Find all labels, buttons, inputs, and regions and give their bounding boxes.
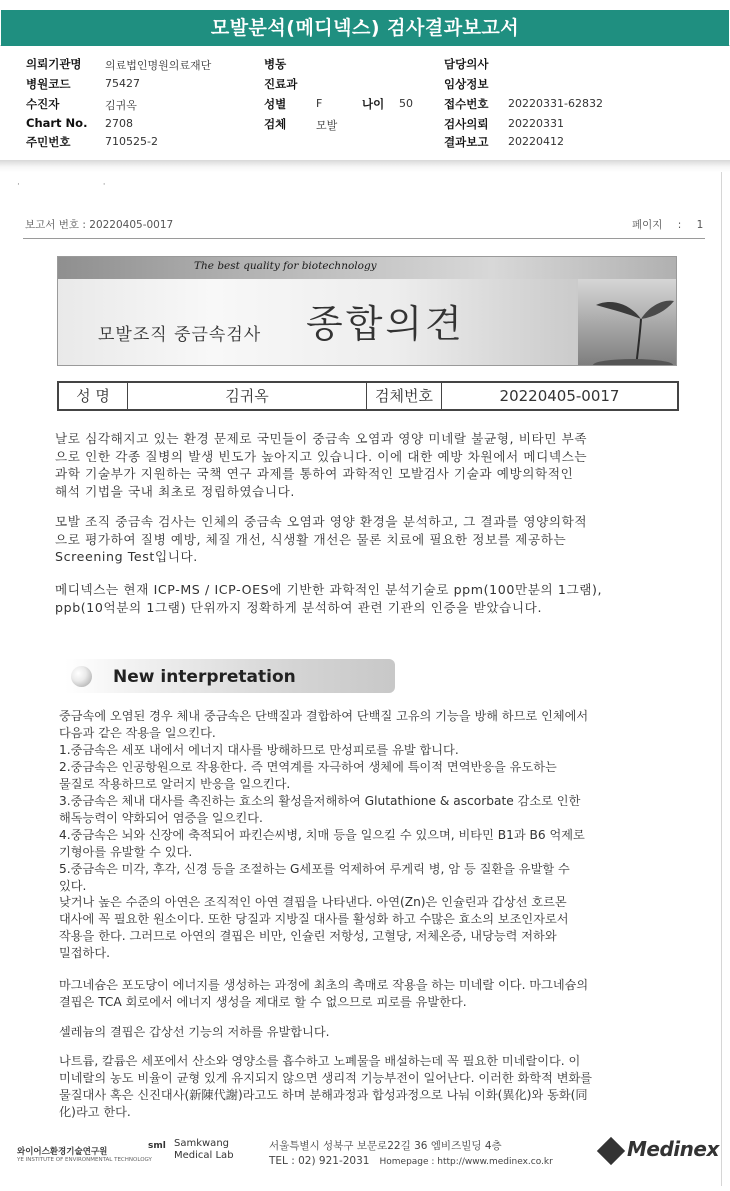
medinex-logo-icon (597, 1137, 625, 1165)
banner-slogan: The best quality for biotechnology (194, 260, 377, 272)
receipt-value: 20220331-62832 (508, 97, 603, 110)
report-page (7, 172, 722, 1186)
interpretation-zinc: 낮거나 높은 수준의 아연은 조직적인 아연 결핍을 나타낸다. 아연(Zn)은 인슐린과 갑상선 호르몬 대사에 꼭 필요한 원소이다. 또한 당질과 지방질 대사를 활성화 하고 수많은 효소의 보조인자로서 작용을 한다. 그러므로 아연의 결핍은 비만, 인슐린 저항성, 고혈당, 저체온증, 내당능력 저하와 밀접하다. (59, 895, 569, 960)
doctor-label: 담당의사 (444, 57, 489, 71)
footer (7, 1127, 722, 1177)
intro-paragraph-3: 메디넥스는 현재 ICP-MS / ICP-OES에 기반한 과학적인 분석기술로 ppm(100만분의 1그램), ppb(10억분의 1그램) 단위까지 정확하게 분석하여 관련 기관의 인증을 받았습니다. (55, 582, 603, 615)
sprout-icon (578, 279, 677, 366)
scan-dots: · · (17, 180, 146, 190)
interpretation-selenium: 셀레늄의 결핍은 갑상선 기능의 저하를 유발합니다. (59, 1025, 330, 1039)
name-label: 성 명 (76, 387, 110, 405)
resident-value: 710525-2 (105, 135, 158, 148)
patient-label: 수진자 (26, 97, 60, 111)
interpretation-heavy-metals: 중금속에 오염된 경우 체내 중금속은 단백질과 결합하여 단백질 고유의 기능을 방해 하므로 인체에서 다음과 같은 작용을 일으킨다. 1.중금속은 세포 내에서 에너지 대사를 방해하므로 만성피로를 유발 합니다. 2.중금속은 인공항원으로 작용한다. 즉 면역계를 자극하여 생체에 특이적 면역반응을 유도하는 물질로 작용하므로 알러지 반응을 일으킨다. 3.중금속은 체내 대사를 촉진하는 효소의 활성을저해하여 Glutathione & ascorbate 감소로 인한 해독능력이 약화되어 염증을 일으킨다. 4.중금속은 뇌와 신장에 축적되어 파킨슨씨병, 치매 등을 일으킬 수 있으며, 비타민 B1과 B6 억제로 기형아를 유발할 수 있다. 5.중금속은 미각, 후각, 신경 등을 조절하는 G세포를 억제하여 루게릭 병, 암 등 질환을 유발할 수 있다. (59, 709, 589, 893)
sex-value: F (316, 97, 323, 110)
specimen-no-label: 검체번호 (375, 387, 433, 405)
report-title: 모발분석(메디넥스) 검사결과보고서 (1, 10, 729, 46)
chart-value: 2708 (105, 117, 133, 130)
interpretation-magnesium: 마그네슘은 포도당이 에너지를 생성하는 과정에 최초의 촉매로 작용을 하는 미네랄 이다. 마그네슘의 결핍은 TCA 회로에서 에너지 생성을 제대로 할 수 없으므로 피로를 유발한다. (59, 978, 589, 1009)
title-bar (0, 0, 730, 46)
receipt-label: 접수번호 (444, 97, 489, 111)
specimen-no-value: 20220405-0017 (499, 387, 620, 405)
department-label: 진료과 (264, 77, 298, 91)
sex-label: 성별 (264, 97, 287, 111)
age-value: 50 (399, 97, 413, 110)
clinical-label: 임상정보 (444, 77, 489, 91)
result-value: 20220412 (508, 135, 564, 148)
institution-value: 의료법인명원의료재단 (105, 59, 212, 72)
age-label: 나이 (362, 97, 385, 111)
report-number: 보고서 번호 : 20220405-0017 (25, 219, 174, 231)
bullet-ball-icon (71, 666, 92, 687)
intro-paragraph-1: 날로 심각해지고 있는 환경 문제로 국민들이 중금속 오염과 영양 미네랄 불균형, 비타민 부족 으로 인한 각종 질병의 발생 빈도가 높아지고 있습니다. 이에 대한 예방 차원에서 메디넥스는 과학 기술부가 지원하는 국책 연구 과제를 통하여 과학적인 모발검사 기술과 예방의학적인 해석 기법을 국내 최초로 정립하였습니다. (55, 431, 588, 499)
separator (0, 160, 730, 172)
header-rule (23, 238, 705, 239)
specimen-label: 검체 (264, 117, 287, 131)
institute-logo: 와이어스환경기술연구원 YE INSTITUTE OF ENVIRONMENTAL TECHNOLOGY (17, 1147, 152, 1163)
hospital-code-value: 75427 (105, 77, 140, 90)
institution-label: 의뢰기관명 (26, 57, 82, 71)
result-label: 결과보고 (444, 135, 489, 149)
name-table (57, 381, 679, 411)
request-label: 검사의뢰 (444, 117, 489, 131)
page-number: 페이지 : 1 (632, 219, 704, 231)
chart-label: Chart No. (26, 116, 88, 130)
footer-address: 서울특별시 성북구 보문로22길 36 엠비즈빌딩 4층 TEL : 02) 921-2031 Homepage : http://www.medinex.co.kr (269, 1140, 553, 1167)
patient-value: 김귀옥 (105, 99, 137, 112)
resident-label: 주민번호 (26, 135, 71, 149)
summary-banner (57, 256, 677, 366)
medinex-brand: Medinex (627, 1137, 719, 1161)
ward-label: 병동 (264, 57, 287, 71)
section-title: New interpretation (113, 667, 296, 687)
sml-logo: sml (148, 1141, 166, 1151)
interpretation-sodium-potassium: 나트륨, 칼륨은 세포에서 산소와 영양소를 흡수하고 노폐물을 배설하는데 꼭 필요한 미네랄이다. 이 미네랄의 농도 비율이 균형 있게 유지되지 않으면 생리적 기능부전이 일어난다. 이러한 화학적 변화를 물질대사 혹은 신진대사(新陳代謝)라고도 하며 분해과정과 합성과정으로 나눠 이화(異化)와 동화(同 化)라고 한다. (59, 1054, 593, 1119)
request-value: 20220331 (508, 117, 564, 130)
banner-subtitle: 모발조직 중금속검사 (98, 325, 262, 345)
hospital-code-label: 병원코드 (26, 77, 71, 91)
name-value: 김귀옥 (225, 387, 269, 405)
patient-info (0, 50, 730, 156)
intro-paragraph-2: 모발 조직 중금속 검사는 인체의 중금속 오염과 영양 환경을 분석하고, 그 결과를 영양의학적 으로 평가하여 질병 예방, 체질 개선, 식생활 개선은 물론 치료에 필요한 정보를 제공하는 Screening Test입니다. (55, 514, 588, 564)
samkwang-logo: Samkwang Medical Lab (174, 1138, 234, 1161)
banner-title: 종합의견 (306, 302, 465, 346)
specimen-value: 모발 (316, 119, 338, 132)
